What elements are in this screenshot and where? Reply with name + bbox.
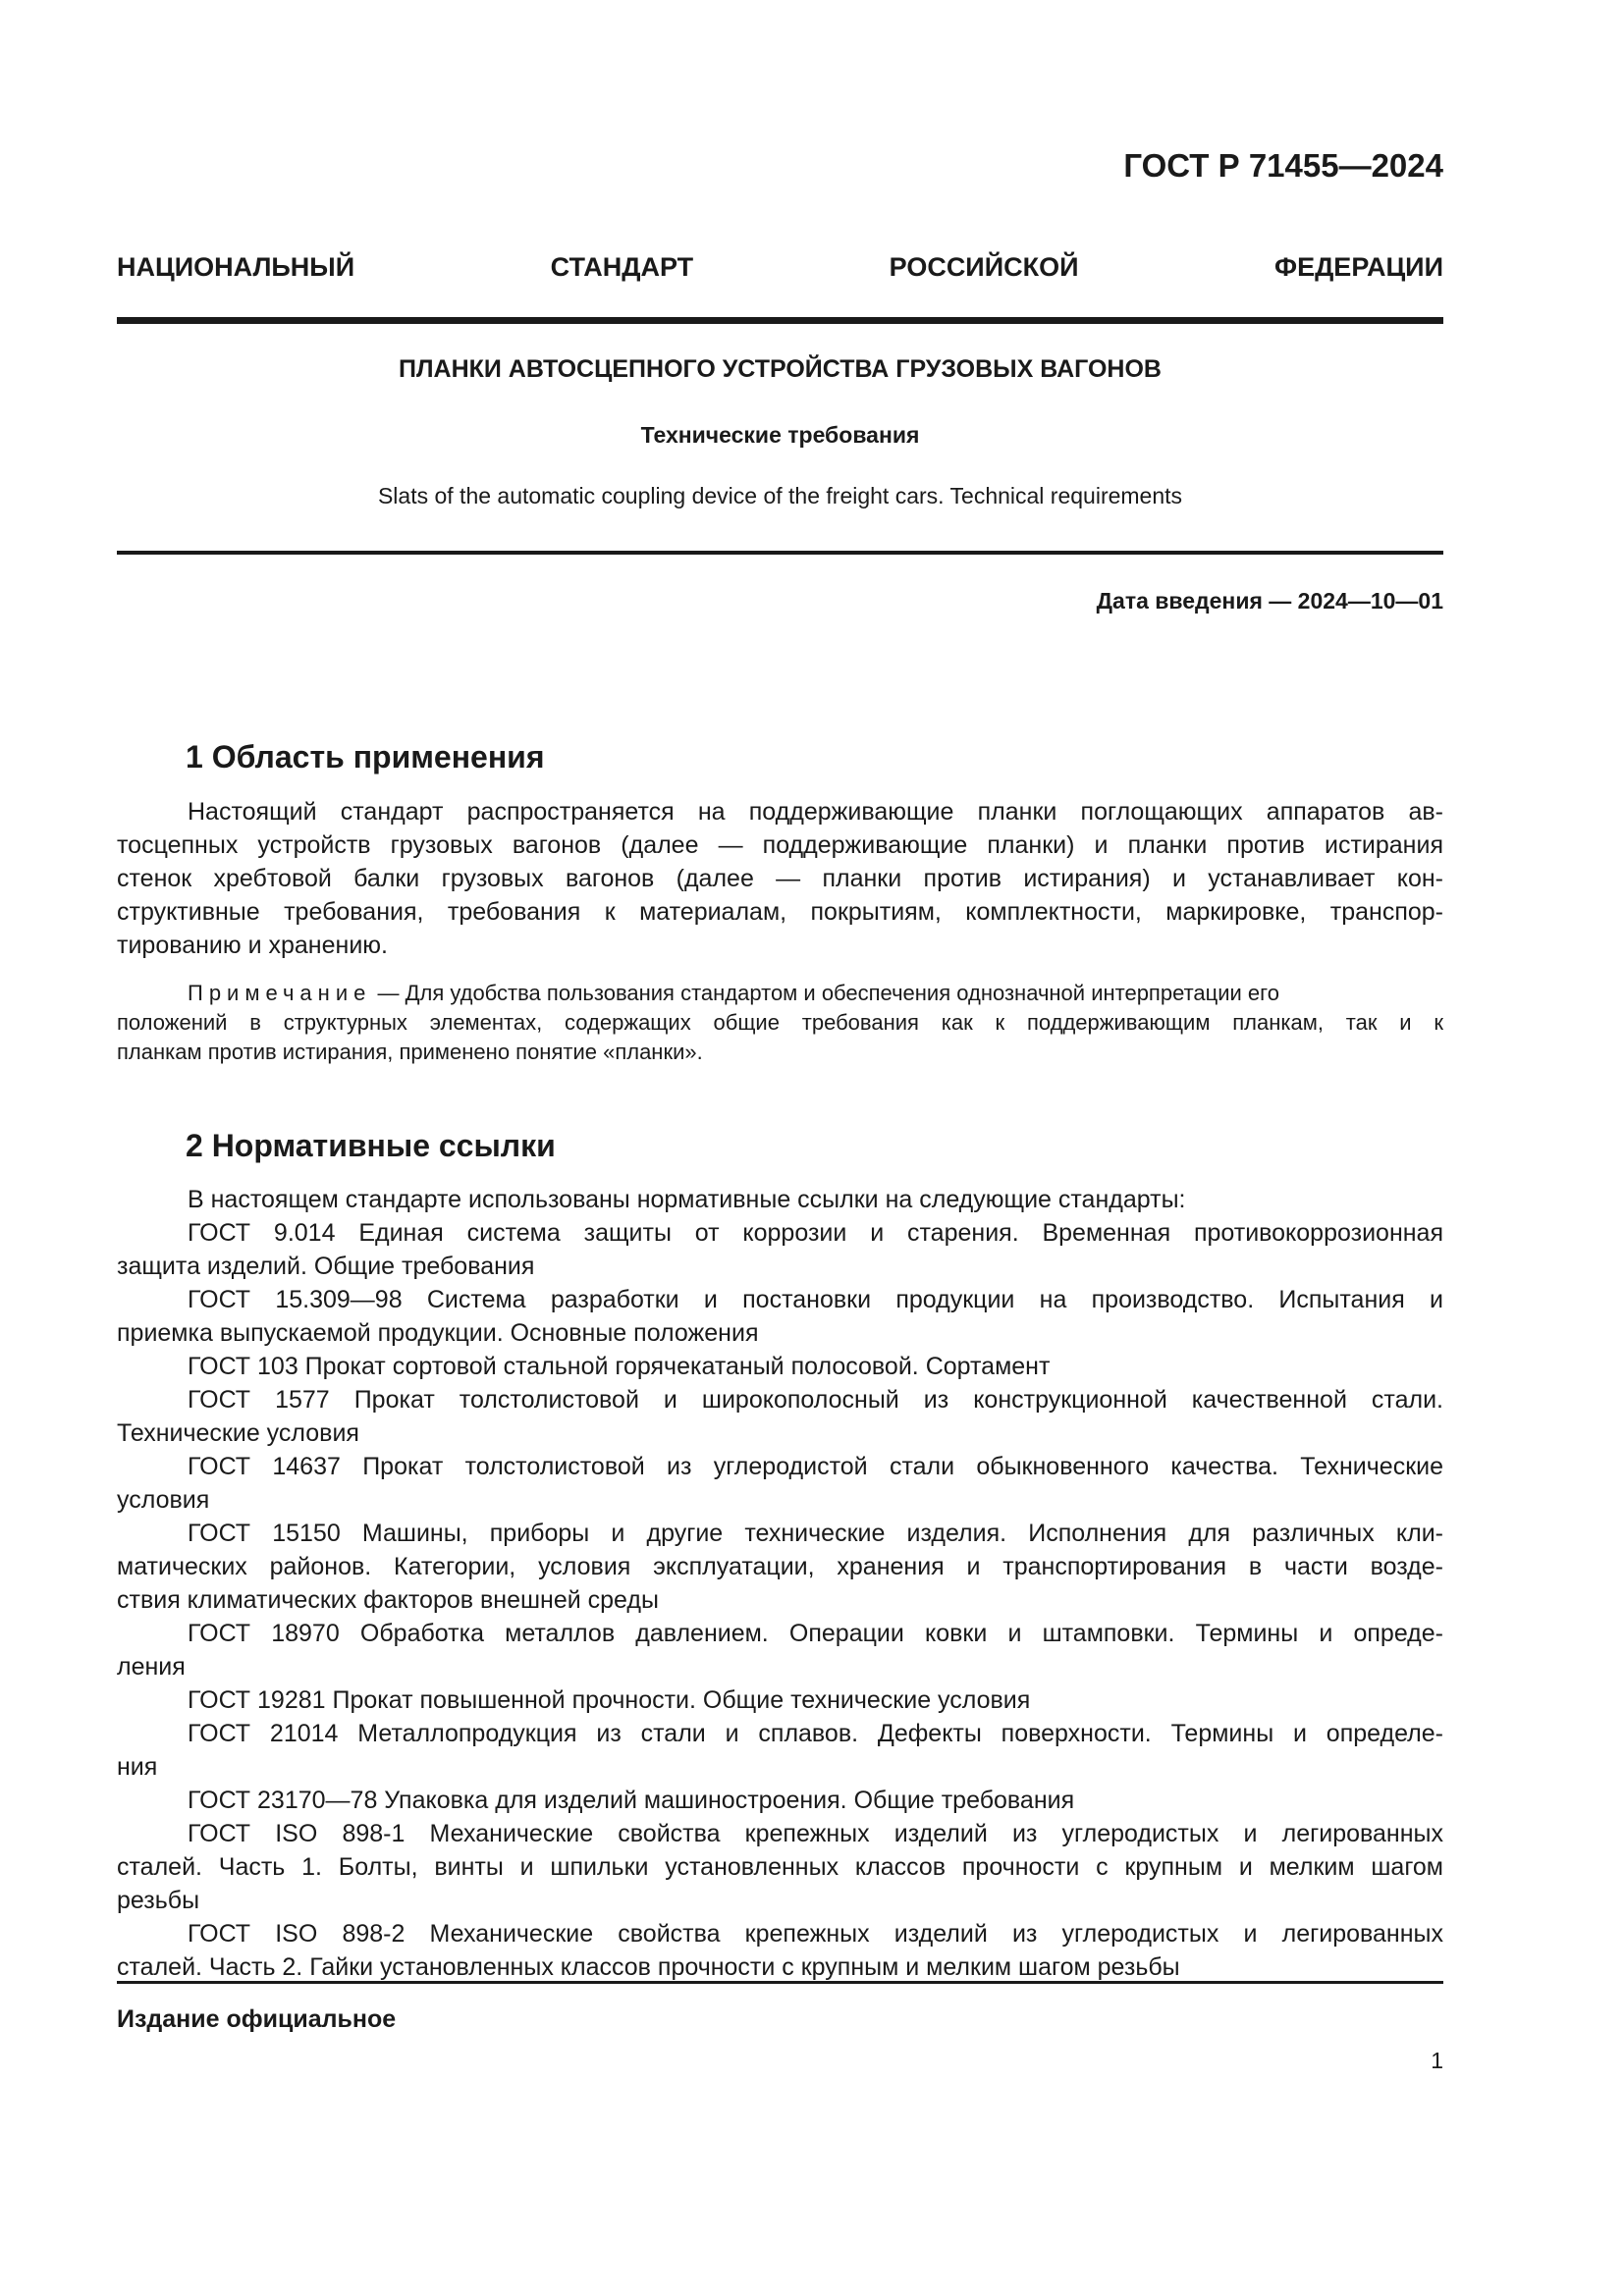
note-label: Примечание <box>188 981 372 1005</box>
reference-line: ГОСТ 18970 Обработка металлов давлением. Операции ковки и штамповки. Термины и опреде- <box>188 1620 1443 1647</box>
reference-line: ГОСТ 15.309—98 Система разработки и постановки продукции на производство. Испытания и <box>188 1286 1443 1313</box>
introduction-date: Дата введения — 2024—10—01 <box>1096 588 1443 614</box>
reference-line: матических районов. Категории, условия эксплуатации, хранения и транспортирования в части возде- <box>117 1553 1443 1580</box>
text-line: тосцепных устройств грузовых вагонов (далее — поддерживающие планки) и планки против истирания <box>117 831 1443 859</box>
reference-line: ления <box>117 1653 186 1681</box>
note-first-line <box>188 979 1443 1008</box>
reference-line: резьбы <box>117 1887 200 1914</box>
reference-line: ГОСТ 19281 Прокат повышенной прочности. Общие технические условия <box>188 1686 1031 1714</box>
note-line: планкам против истирания, применено понятие «планки». <box>117 1040 703 1064</box>
reference-line: приемка выпускаемой продукции. Основные положения <box>117 1319 759 1347</box>
reference-line: защита изделий. Общие требования <box>117 1253 535 1280</box>
reference-line: ГОСТ 23170—78 Упаковка для изделий машиностроения. Общие требования <box>188 1787 1075 1814</box>
page-number: 1 <box>1431 2048 1443 2073</box>
reference-line: ствия климатических факторов внешней среды <box>117 1586 659 1614</box>
text-line: тированию и хранению. <box>117 932 388 959</box>
english-title: Slats of the automatic coupling device of the freight cars. Technical requirements <box>377 483 1183 508</box>
note-text: — Для удобства пользования стандартом и обеспечения однозначной интерпретации его <box>377 981 1279 1005</box>
text-line: стенок хребтовой балки грузовых вагонов (далее — планки против истирания) и устанавливает кон- <box>117 865 1443 892</box>
reference-line: условия <box>117 1486 210 1514</box>
reference-line: ГОСТ 1577 Прокат толстолистовой и широкополосный из конструкционной качественной стали. <box>188 1386 1443 1414</box>
reference-line: ГОСТ ISO 898-1 Механические свойства крепежных изделий из углеродистых и легированных <box>188 1820 1443 1847</box>
section-1-heading: 1 Область применения <box>186 739 545 774</box>
document-title: ПЛАНКИ АВТОСЦЕПНОГО УСТРОЙСТВА ГРУЗОВЫХ ВАГОНОВ <box>399 355 1162 383</box>
reference-line: Технические условия <box>117 1419 359 1447</box>
reference-line: ГОСТ ISO 898-2 Механические свойства крепежных изделий из углеродистых и легированных <box>188 1920 1443 1948</box>
title-rule <box>117 551 1443 555</box>
reference-line: сталей. Часть 1. Болты, винты и шпильки установленных классов прочности с крупным и мелким шагом <box>117 1853 1443 1881</box>
reference-line: ГОСТ 9.014 Единая система защиты от коррозии и старения. Временная противокоррозионная <box>188 1219 1443 1247</box>
reference-line: ния <box>117 1753 158 1781</box>
header-rule <box>117 317 1443 324</box>
footer-rule <box>117 1981 1443 1984</box>
reference-line: ГОСТ 15150 Машины, приборы и другие технические изделия. Исполнения для различных кли- <box>188 1520 1443 1547</box>
reference-line: В настоящем стандарте использованы нормативные ссылки на следующие стандарты: <box>188 1186 1186 1213</box>
text-line: структивные требования, требования к материалам, покрытиям, комплектности, маркировке, транспор- <box>117 898 1443 926</box>
note-line: положений в структурных элементах, содержащих общие требования как к поддерживающим планкам, так и к <box>117 1010 1443 1035</box>
section-2-heading: 2 Нормативные ссылки <box>186 1128 556 1163</box>
document-number: ГОСТ Р 71455—2024 <box>1123 147 1443 184</box>
national-standard-banner: НАЦИОНАЛЬНЫЙ СТАНДАРТ РОССИЙСКОЙ ФЕДЕРАЦИИ <box>117 252 1443 282</box>
reference-line: ГОСТ 14637 Прокат толстолистовой из углеродистой стали обыкновенного качества. Технические <box>188 1453 1443 1480</box>
reference-line: сталей. Часть 2. Гайки установленных классов прочности с крупным и мелким шагом резьбы <box>117 1953 1180 1981</box>
reference-line: ГОСТ 103 Прокат сортовой стальной горячекатаный полосовой. Сортамент <box>188 1353 1051 1380</box>
document-subtitle: Технические требования <box>640 422 920 448</box>
reference-line: ГОСТ 21014 Металлопродукция из стали и сплавов. Дефекты поверхности. Термины и определе- <box>188 1720 1443 1747</box>
text-line: Настоящий стандарт распространяется на поддерживающие планки поглощающих аппаратов ав- <box>188 798 1443 826</box>
edition-label: Издание официальное <box>117 2005 397 2033</box>
